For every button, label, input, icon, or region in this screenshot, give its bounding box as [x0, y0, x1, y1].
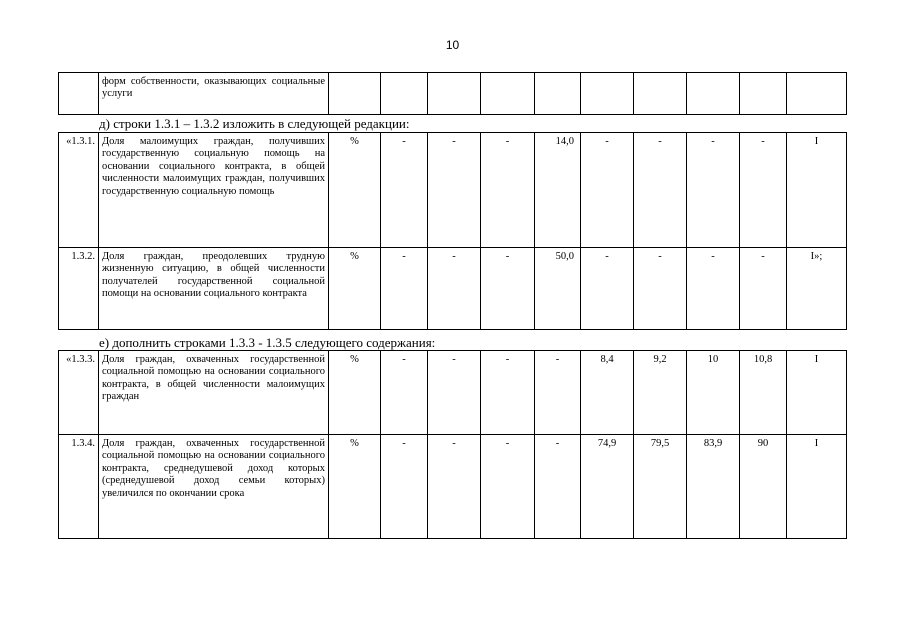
row-value: - — [687, 133, 740, 248]
row-value — [381, 73, 428, 115]
row-value: - — [535, 435, 581, 539]
row-number — [59, 73, 99, 115]
row-value: 83,9 — [687, 435, 740, 539]
row-value: 14,0 — [535, 133, 581, 248]
row-value: - — [428, 351, 481, 435]
row-number: 1.3.2. — [59, 248, 99, 330]
row-value: I — [787, 133, 847, 248]
row-value: 8,4 — [581, 351, 634, 435]
row-value — [740, 73, 787, 115]
section-heading-e: е) дополнить строками 1.3.3 - 1.3.5 следующего содержания: — [99, 335, 436, 350]
row-unit: % — [329, 351, 381, 435]
row-value: - — [428, 435, 481, 539]
table-row — [59, 73, 847, 115]
row-value — [581, 73, 634, 115]
row-value: 74,9 — [581, 435, 634, 539]
table-section-d — [58, 132, 847, 330]
row-indicator-text: Доля граждан, преодолевших трудную жизненную ситуацию, в общей численности получателей государственной социальной помощи на основании социального контракта — [99, 248, 329, 330]
page-number: 10 — [445, 38, 460, 52]
row-value: - — [687, 248, 740, 330]
row-value: - — [381, 435, 428, 539]
row-value: - — [428, 248, 481, 330]
row-value: - — [481, 435, 535, 539]
row-value — [634, 73, 687, 115]
table-section-e — [58, 350, 847, 539]
row-value: - — [481, 133, 535, 248]
row-value: 79,5 — [634, 435, 687, 539]
row-value: - — [740, 133, 787, 248]
row-value — [428, 73, 481, 115]
row-value: - — [428, 133, 481, 248]
row-value: - — [740, 248, 787, 330]
row-value — [535, 73, 581, 115]
row-unit: % — [329, 435, 381, 539]
row-value: - — [634, 248, 687, 330]
row-value: - — [634, 133, 687, 248]
row-unit: % — [329, 133, 381, 248]
row-indicator-text: Доля малоимущих граждан, получивших государственную социальную помощь на основании социального контракта, в общей численности малоимущих граждан, получивших государственную социальную помощь — [99, 133, 329, 248]
row-value: 50,0 — [535, 248, 581, 330]
row-value: - — [581, 248, 634, 330]
row-value: - — [381, 133, 428, 248]
row-value: 10,8 — [740, 351, 787, 435]
row-value: 90 — [740, 435, 787, 539]
row-value — [687, 73, 740, 115]
row-unit — [329, 73, 381, 115]
row-indicator-text: Доля граждан, охваченных государственной социальной помощью на основании социального контракта, в общей численности малоимущих граждан — [99, 351, 329, 435]
table-row — [59, 435, 847, 539]
table-row — [59, 133, 847, 248]
row-value: - — [535, 351, 581, 435]
row-value — [787, 73, 847, 115]
row-indicator-text: Доля граждан, охваченных государственной социальной помощью на основании социального контракта, среднедушевой доход которых (среднедушевой доход семьи которых) увеличился по окончании срока — [99, 435, 329, 539]
row-value: I»; — [787, 248, 847, 330]
row-value: I — [787, 351, 847, 435]
row-value: 9,2 — [634, 351, 687, 435]
row-value: - — [481, 248, 535, 330]
row-value: I — [787, 435, 847, 539]
row-value: - — [581, 133, 634, 248]
row-value: - — [381, 351, 428, 435]
row-indicator-text: форм собственности, оказывающих социальные услуги — [99, 73, 329, 115]
row-value: 10 — [687, 351, 740, 435]
row-number: «1.3.3. — [59, 351, 99, 435]
row-value: - — [381, 248, 428, 330]
section-heading-d: д) строки 1.3.1 – 1.3.2 изложить в следующей редакции: — [99, 116, 410, 131]
row-number: «1.3.1. — [59, 133, 99, 248]
table-row — [59, 248, 847, 330]
table-row — [59, 351, 847, 435]
row-unit: % — [329, 248, 381, 330]
row-number: 1.3.4. — [59, 435, 99, 539]
row-value — [481, 73, 535, 115]
row-value: - — [481, 351, 535, 435]
table-continuation — [58, 72, 847, 115]
